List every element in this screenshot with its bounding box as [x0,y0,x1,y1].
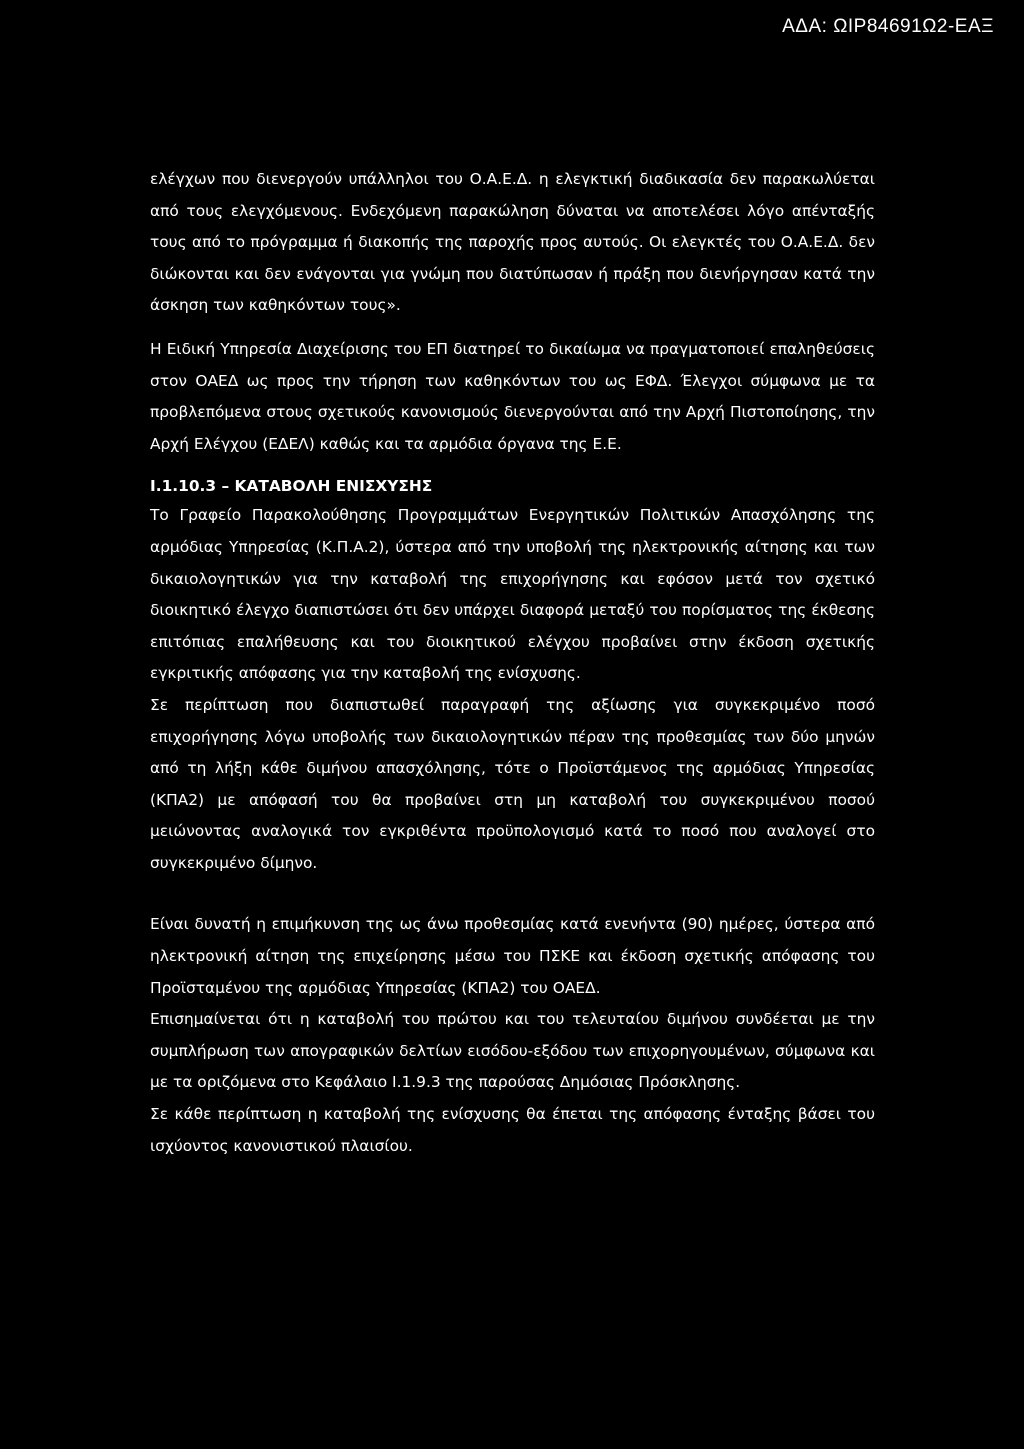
paragraph-extension: Είναι δυνατή η επιμήκυνση της ως άνω προθεσμίας κατά ενενήντα (90) ημέρες, ύστερα από ηλεκτρονική αίτηση της επιχείρησης μέσω του ΠΣΚΕ και έκδοση σχετικής απόφασης του Προϊσταμένου της αρμόδιας Υπηρεσίας (ΚΠΑ2) του ΟΑΕΔ. [150,915,875,997]
paragraph-payment-office: Το Γραφείο Παρακολούθησης Προγραμμάτων Ενεργητικών Πολιτικών Απασχόλησης της αρμόδιας Υπηρεσίας (Κ.Π.Α.2), ύστερα από την υποβολή της ηλεκτρονικής αίτησης και των δικαιολογητικών για την καταβολή της επιχορήγησης και εφόσον μετά τον σχετικό διοικητικό έλεγχο διαπιστώσει ότι δεν υπάρχει διαφορά μεταξύ του πορίσματος της έκθεσης επιτόπιας επαλήθευσης και του διοικητικού ελέγχου προβαίνει στην έκδοση σχετικής εγκριτικής απόφασης για την καταβολή της ενίσχυσης. [150,506,875,683]
spacer [150,879,875,909]
section-heading: Ι.1.10.3 – ΚΑΤΑΒΟΛΗ ΕΝΙΣΧΥΣΗΣ [150,477,433,496]
paragraph-payment-after-approval: Σε κάθε περίπτωση η καταβολή της ενίσχυσης θα έπεται της απόφασης ένταξης βάσει του ισχύοντος κανονιστικού πλαισίου. [150,1105,875,1155]
document-reference-code: ΑΔΑ: ΩΙΡ84691Ω2-ΕΑΞ [782,16,994,37]
spacer [150,460,875,472]
paragraph-management-authority: Η Ειδική Υπηρεσία Διαχείρισης του ΕΠ διατηρεί το δικαίωμα να πραγματοποιεί επαληθεύσεις στον ΟΑΕΔ ως προς την τήρηση των καθηκόντων του ως ΕΦΔ. Έλεγχοι σύμφωνα με τα προβλεπόμενα στους σχετικούς κανονισμούς διενεργούνται από την Αρχή Πιστοποίησης, την Αρχή Ελέγχου (ΕΔΕΛ) καθώς και τα αρμόδια όργανα της Ε.Ε. [150,339,875,453]
paragraph-inspections-obstruction: ελέγχων που διενεργούν υπάλληλοι του Ο.Α.Ε.Δ. η ελεγκτική διαδικασία δεν παρακωλύεται από τους ελεγχόμενους. Ενδεχόμενη παρακώληση δύναται να αποτελέσει λόγο απένταξής τους από το πρόγραμμα ή διακοπής της παροχής προς αυτούς. Οι ελεγκτές του Ο.Α.Ε.Δ. δεν διώκονται και δεν ενάγονται για γνώμη που διατύπωσαν ή πράξη που διενήργησαν κατά την άσκηση των καθηκόντων τους». [150,170,875,315]
paragraph-registration-forms: Επισημαίνεται ότι η καταβολή του πρώτου και του τελευταίου διμήνου συνδέεται με την συμπλήρωση των απογραφικών δελτίων εισόδου-εξόδου των επιχορηγουμένων, σύμφωνα και με τα οριζόμενα στο Κεφάλαιο Ι.1.9.3 της παρούσας Δημόσιας Πρόσκλησης. [150,1010,875,1092]
document-body [150,164,875,1162]
paragraph-limitation: Σε περίπτωση που διαπιστωθεί παραγραφή της αξίωσης για συγκεκριμένο ποσό επιχορήγησης λόγω υποβολής των δικαιολογητικών πέραν της προθεσμίας των δύο μηνών από τη λήξη κάθε διμήνου απασχόλησης, τότε ο Προϊστάμενος της αρμόδιας Υπηρεσίας (ΚΠΑ2) με απόφασή του θα προβαίνει στη μη καταβολή του συγκεκριμένου ποσού μειώνοντας αναλογικά τον εγκριθέντα προϋπολογισμό κατά το ποσό που αναλογεί στο συγκεκριμένο δίμηνο. [150,695,875,872]
spacer [150,322,875,334]
